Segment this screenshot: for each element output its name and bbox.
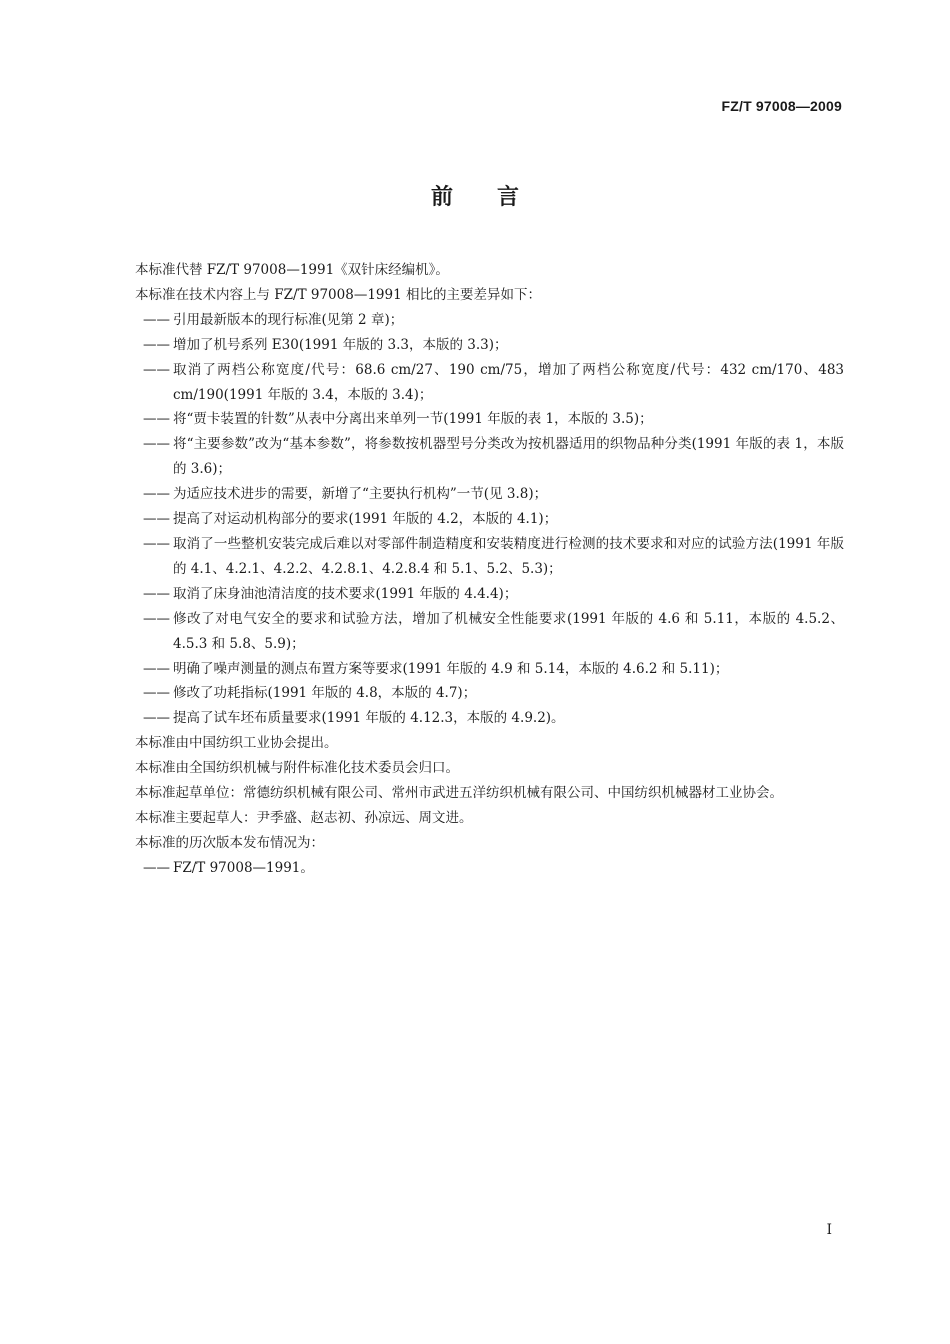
- dash-mark: ——: [143, 610, 170, 627]
- list-item-text: 修改了对电气安全的要求和试验方法，增加了机械安全性能要求(1991 年版的 4.6 和 5.11，本版的 4.5.2、4.5.3 和 5.8、5.9)；: [173, 610, 844, 652]
- list-item: [108, 308, 844, 333]
- dash-mark: ——: [143, 859, 170, 876]
- list-item-text: 为适应技术进步的需要，新增了“主要执行机构”一节(见 3.8)；: [173, 486, 548, 503]
- dash-mark: ——: [143, 511, 170, 528]
- dash-mark: ——: [143, 660, 170, 677]
- standard-number: FZ/T 97008—2009: [721, 98, 842, 114]
- list-item-text: 增加了机号系列 E30(1991 年版的 3.3，本版的 3.3)；: [173, 336, 508, 353]
- list-item: [108, 706, 844, 731]
- paragraph: 本标准由全国纺织机械与附件标准化技术委员会归口。: [135, 760, 459, 777]
- dash-mark: ——: [143, 361, 170, 378]
- list-item-text: 明确了噪声测量的测点布置方案等要求(1991 年版的 4.9 和 5.14，本版的 4.6.2 和 5.11)；: [173, 660, 729, 677]
- dash-mark: ——: [143, 311, 170, 328]
- list-item: [108, 681, 844, 706]
- dash-mark: ——: [143, 411, 170, 428]
- list-item: [108, 358, 844, 408]
- list-item-text: 将“主要参数”改为“基本参数”，将参数按机器型号分类改为按机器适用的织物品种分类(1991 年版的表 1，本版的 3.6)；: [173, 436, 844, 478]
- page-number: I: [826, 1222, 832, 1238]
- paragraph: 本标准代替 FZ/T 97008—1991《双针床经编机》。: [135, 262, 449, 278]
- list-item-text: 引用最新版本的现行标准(见第 2 章)；: [173, 311, 404, 328]
- list-item: [108, 582, 844, 607]
- list-item: [108, 432, 844, 482]
- list-item-text: 提高了试车坯布质量要求(1991 年版的 4.12.3，本版的 4.9.2)。: [173, 710, 565, 727]
- list-item: [108, 657, 844, 682]
- list-item-text: 提高了对运动机构部分的要求(1991 年版的 4.2，本版的 4.1)；: [173, 511, 558, 528]
- list-item: [108, 507, 844, 532]
- dash-mark: ——: [143, 486, 170, 503]
- paragraph: 本标准由中国纺织工业协会提出。: [135, 735, 338, 752]
- list-item-text: 取消了一些整机安装完成后难以对零部件制造精度和安装精度进行检测的技术要求和对应的试验方法(1991 年版的 4.1、4.2.1、4.2.2、4.2.8.1、4.2.8.4 和 5.1、5.2、5.3)；: [173, 535, 844, 577]
- list-item: [108, 333, 844, 358]
- list-item-text: 修改了功耗指标(1991 年版的 4.8，本版的 4.7)；: [173, 685, 477, 702]
- dash-mark: ——: [143, 710, 170, 727]
- list-item: [108, 482, 844, 507]
- dash-mark: ——: [143, 436, 170, 453]
- foreword-body: [108, 258, 844, 881]
- dash-mark: ——: [143, 685, 170, 702]
- dash-mark: ——: [143, 535, 170, 552]
- list-item: [108, 532, 844, 582]
- history-item-text: FZ/T 97008—1991。: [173, 859, 314, 876]
- paragraph: 本标准的历次版本发布情况为：: [135, 834, 324, 851]
- paragraph: 本标准主要起草人：尹季盛、赵志初、孙凉远、周文进。: [135, 809, 473, 826]
- paragraph: 本标准起草单位：常德纺织机械有限公司、常州市武进五洋纺织机械有限公司、中国纺织机械器材工业协会。: [135, 785, 783, 802]
- dash-mark: ——: [143, 585, 170, 602]
- history-item: [108, 856, 844, 881]
- list-item-text: 取消了两档公称宽度/代号：68.6 cm/27、190 cm/75，增加了两档公称宽度/代号：432 cm/170、483 cm/190(1991 年版的 3.4，本版的 3.4)；: [173, 361, 844, 403]
- paragraph: 本标准在技术内容上与 FZ/T 97008—1991 相比的主要差异如下：: [135, 286, 541, 303]
- dash-mark: ——: [143, 336, 170, 353]
- list-item: [108, 607, 844, 657]
- list-item-text: 取消了床身油池清洁度的技术要求(1991 年版的 4.4.4)；: [173, 585, 518, 602]
- list-item-text: 将“贾卡装置的针数”从表中分离出来单列一节(1991 年版的表 1，本版的 3.5)；: [173, 411, 653, 428]
- list-item: [108, 407, 844, 432]
- page-title: 前言: [430, 185, 563, 210]
